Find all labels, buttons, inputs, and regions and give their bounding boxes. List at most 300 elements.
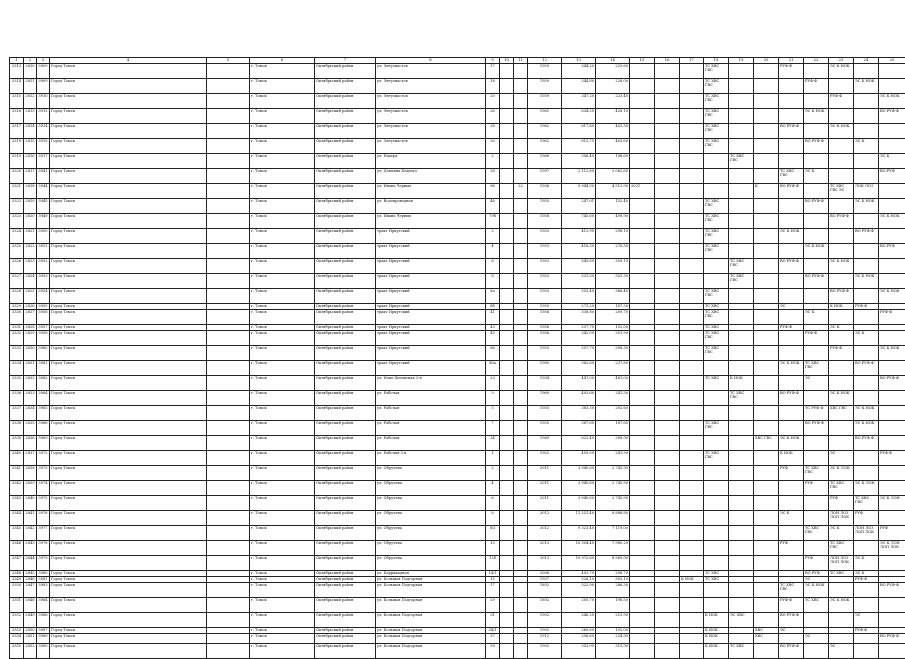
table-cell: ТС ХВС ГВС bbox=[704, 199, 729, 214]
table-cell bbox=[804, 124, 829, 139]
table-cell bbox=[879, 556, 905, 571]
table-cell: 225,60 bbox=[596, 64, 630, 79]
table-cell bbox=[630, 466, 655, 481]
table-cell bbox=[630, 274, 655, 289]
table-cell bbox=[779, 139, 804, 154]
table-cell bbox=[514, 421, 528, 436]
table-cell bbox=[500, 376, 514, 391]
table-cell bbox=[500, 109, 514, 124]
table-cell bbox=[630, 331, 655, 346]
table-cell: 2821 bbox=[24, 229, 37, 244]
table-cell: 8 bbox=[486, 511, 500, 526]
table-cell: 3945 bbox=[37, 199, 50, 214]
table-cell: 3320 bbox=[10, 169, 24, 184]
table-cell: 246,20 bbox=[562, 613, 596, 628]
table-cell: 2822 bbox=[24, 244, 37, 259]
table-cell: 256,60 bbox=[562, 634, 596, 644]
table-cell bbox=[879, 481, 905, 496]
table-row bbox=[10, 613, 905, 628]
table-row bbox=[10, 79, 905, 94]
table-cell bbox=[680, 391, 704, 406]
table-row bbox=[10, 634, 905, 644]
table-cell bbox=[514, 139, 528, 154]
table-cell: 43 bbox=[486, 325, 500, 331]
table-cell: 2839 bbox=[24, 481, 37, 496]
table-cell bbox=[804, 214, 829, 229]
table-cell bbox=[680, 481, 704, 496]
table-cell: 1953 bbox=[528, 304, 562, 310]
table-cell: 1962 bbox=[528, 139, 562, 154]
table-cell: г. Томск bbox=[250, 511, 315, 526]
table-cell bbox=[779, 481, 804, 496]
table-cell: 8б bbox=[486, 304, 500, 310]
table-cell bbox=[879, 421, 905, 436]
table-cell bbox=[207, 511, 250, 526]
table-cell: ТС ХВС bbox=[704, 577, 729, 583]
table-cell: ТС ХВС ГВС bbox=[704, 109, 729, 124]
table-cell: 3941 bbox=[37, 169, 50, 184]
table-cell: 2 bbox=[486, 154, 500, 169]
table-cell: 4 512,90 bbox=[596, 184, 630, 199]
table-cell bbox=[630, 391, 655, 406]
table-cell: 344,80 bbox=[562, 79, 596, 94]
table-cell: Октябрьский район bbox=[315, 634, 376, 644]
table-cell: 205,70 bbox=[562, 598, 596, 613]
table-cell: ул. Энтузиастов bbox=[376, 124, 486, 139]
table-cell: Октябрьский район bbox=[315, 628, 376, 634]
table-cell: 3344 bbox=[10, 511, 24, 526]
table-cell: 3958 bbox=[37, 331, 50, 346]
table-row bbox=[10, 184, 905, 199]
table-cell: 2846 bbox=[24, 577, 37, 583]
table-cell bbox=[729, 244, 754, 259]
table-cell bbox=[655, 94, 680, 109]
table-cell: 3335 bbox=[10, 376, 24, 391]
table-cell bbox=[655, 644, 680, 659]
table-cell: Город Томск bbox=[50, 229, 207, 244]
table-cell bbox=[680, 436, 704, 451]
table-cell bbox=[630, 541, 655, 556]
table-cell bbox=[829, 169, 854, 184]
table-cell: 461,00 bbox=[596, 376, 630, 391]
table-cell: РУФ-Ф bbox=[854, 628, 879, 634]
table-cell: РУФ-Ф bbox=[779, 598, 804, 613]
table-cell: 3978 bbox=[37, 541, 50, 556]
table-cell bbox=[630, 421, 655, 436]
table-cell bbox=[500, 229, 514, 244]
table-cell: 387,60 bbox=[562, 421, 596, 436]
table-cell bbox=[680, 94, 704, 109]
table-cell bbox=[655, 421, 680, 436]
table-cell bbox=[514, 109, 528, 124]
table-cell: ЭС bbox=[804, 634, 829, 644]
table-cell: ЭС bbox=[854, 613, 879, 628]
table-cell bbox=[879, 598, 905, 613]
table-row bbox=[10, 644, 905, 659]
table-cell: ЭС К bbox=[854, 331, 879, 346]
table-cell bbox=[655, 613, 680, 628]
table-cell bbox=[804, 94, 829, 109]
table-cell: 2838 bbox=[24, 466, 37, 481]
table-cell: ТС ХВС bbox=[829, 571, 854, 577]
table-cell: Октябрьский район bbox=[315, 583, 376, 598]
table-cell bbox=[729, 583, 754, 598]
table-cell: 3977 bbox=[37, 526, 50, 541]
table-row bbox=[10, 289, 905, 304]
table-cell: 3990 bbox=[37, 644, 50, 659]
table-cell: К НОК bbox=[704, 613, 729, 628]
table-cell: 296,70 bbox=[596, 571, 630, 577]
table-cell: Октябрьский район bbox=[315, 139, 376, 154]
table-cell bbox=[754, 361, 779, 376]
table-cell: 3973 bbox=[37, 466, 50, 481]
table-cell bbox=[514, 64, 528, 79]
table-cell bbox=[655, 451, 680, 466]
table-cell bbox=[655, 496, 680, 511]
table-cell: Город Томск bbox=[50, 451, 207, 466]
table-cell bbox=[829, 634, 854, 644]
table-cell bbox=[630, 289, 655, 304]
table-cell: 3953 bbox=[37, 274, 50, 289]
table-cell: тракт Иркутский bbox=[376, 244, 486, 259]
table-cell: ул. Рабочая bbox=[376, 421, 486, 436]
table-cell bbox=[630, 644, 655, 659]
table-cell: 2819 bbox=[24, 199, 37, 214]
table-cell: 745,60 bbox=[562, 214, 596, 229]
table-cell bbox=[680, 229, 704, 244]
table-cell: Город Томск bbox=[50, 466, 207, 481]
table-cell bbox=[779, 331, 804, 346]
table-cell bbox=[514, 79, 528, 94]
table-cell bbox=[655, 556, 680, 571]
table-cell: РУФ bbox=[879, 526, 905, 541]
table-cell: 526,10 bbox=[562, 577, 596, 583]
table-cell bbox=[500, 139, 514, 154]
table-cell: ВО РУФ-Ф bbox=[879, 109, 905, 124]
table-cell: 3355 bbox=[10, 644, 24, 659]
table-cell bbox=[704, 259, 729, 274]
table-cell: 3343 bbox=[10, 496, 24, 511]
table-cell: ТС ХВС ГВС bbox=[829, 481, 854, 496]
table-cell: ЭС bbox=[779, 628, 804, 634]
table-cell bbox=[680, 451, 704, 466]
table-cell: 198,50 bbox=[596, 598, 630, 613]
table-cell: 24 bbox=[486, 436, 500, 451]
table-cell: ТС ХВС ГВС bbox=[804, 466, 829, 481]
table-cell: 237,70 bbox=[562, 325, 596, 331]
table-row bbox=[10, 346, 905, 361]
table-row bbox=[10, 154, 905, 169]
table-cell: 4 bbox=[486, 244, 500, 259]
table-cell: г. Томск bbox=[250, 274, 315, 289]
table-cell: г. Томск bbox=[250, 481, 315, 496]
table-cell bbox=[630, 154, 655, 169]
table-cell bbox=[514, 481, 528, 496]
table-cell: тракт Иркутский bbox=[376, 325, 486, 331]
table-cell bbox=[829, 421, 854, 436]
table-cell bbox=[879, 124, 905, 139]
table-cell: 22 bbox=[514, 184, 528, 199]
table-row bbox=[10, 466, 905, 481]
table-cell bbox=[655, 406, 680, 421]
table-cell bbox=[207, 481, 250, 496]
table-cell: 322,90 bbox=[562, 583, 596, 598]
column-number: 16 bbox=[655, 58, 680, 64]
table-cell bbox=[779, 526, 804, 541]
table-cell: Город Томск bbox=[50, 310, 207, 325]
table-cell: 2847 bbox=[24, 583, 37, 598]
table-cell bbox=[704, 541, 729, 556]
table-cell bbox=[729, 556, 754, 571]
table-cell: ВО РУФ-Ф bbox=[779, 391, 804, 406]
table-cell: 298,10 bbox=[596, 229, 630, 244]
table-cell bbox=[655, 310, 680, 325]
table-cell: Город Томск bbox=[50, 289, 207, 304]
table-cell: 347,20 bbox=[562, 94, 596, 109]
table-cell bbox=[804, 496, 829, 511]
table-cell: 3336 bbox=[10, 391, 24, 406]
table-cell: Город Томск bbox=[50, 613, 207, 628]
table-cell: 3318 bbox=[10, 139, 24, 154]
table-cell bbox=[804, 436, 829, 451]
table-cell bbox=[879, 139, 905, 154]
table-cell: ТС ХВС ГВС bbox=[729, 391, 754, 406]
table-cell bbox=[829, 583, 854, 598]
table-cell bbox=[704, 436, 729, 451]
table-cell bbox=[207, 376, 250, 391]
table-cell: 3339 bbox=[10, 436, 24, 451]
table-cell: 88а bbox=[486, 361, 500, 376]
table-cell: 2848 bbox=[24, 598, 37, 613]
table-cell: Город Томск bbox=[50, 436, 207, 451]
table-cell bbox=[704, 481, 729, 496]
table-cell: ТС ХВС ГВС bbox=[729, 274, 754, 289]
table-cell: ТС ХВС ГВС bbox=[704, 244, 729, 259]
table-cell: ул. Большая Подгорная bbox=[376, 628, 486, 634]
table-cell: г. Томск bbox=[250, 541, 315, 556]
table-cell bbox=[680, 289, 704, 304]
table-cell bbox=[754, 214, 779, 229]
table-cell bbox=[500, 184, 514, 199]
table-cell bbox=[729, 436, 754, 451]
table-cell: Город Томск bbox=[50, 79, 207, 94]
column-number: 10 bbox=[500, 58, 514, 64]
table-cell: 3989 bbox=[37, 634, 50, 644]
table-cell bbox=[207, 154, 250, 169]
table-cell bbox=[879, 274, 905, 289]
table-cell: 1953 bbox=[528, 274, 562, 289]
table-cell: г. Томск bbox=[250, 644, 315, 659]
table-cell: 2852 bbox=[24, 644, 37, 659]
table-cell: 383,30 bbox=[562, 406, 596, 421]
table-cell bbox=[500, 634, 514, 644]
table-cell: 3328 bbox=[10, 289, 24, 304]
table-cell bbox=[779, 289, 804, 304]
table-cell bbox=[630, 229, 655, 244]
table-cell: г. Томск bbox=[250, 346, 315, 361]
table-cell: 12б bbox=[486, 556, 500, 571]
table-cell: ул. Обручева bbox=[376, 511, 486, 526]
table-cell: 447,00 bbox=[562, 376, 596, 391]
table-cell: ЭС К НОК bbox=[854, 421, 879, 436]
table-cell bbox=[729, 184, 754, 199]
table-cell bbox=[655, 124, 680, 139]
table-row bbox=[10, 64, 905, 79]
table-cell: 3324 bbox=[10, 229, 24, 244]
table-cell: ЭС К НОК bbox=[829, 124, 854, 139]
table-cell bbox=[655, 244, 680, 259]
table-cell bbox=[680, 556, 704, 571]
table-cell bbox=[879, 229, 905, 244]
table-cell bbox=[779, 406, 804, 421]
table-cell: РУФ-Ф bbox=[879, 451, 905, 466]
table-cell: Октябрьский район bbox=[315, 229, 376, 244]
table-cell bbox=[655, 361, 680, 376]
table-cell: г. Томск bbox=[250, 628, 315, 634]
table-cell bbox=[729, 466, 754, 481]
column-number: 6 bbox=[250, 58, 315, 64]
table-cell: ЭС К bbox=[854, 571, 879, 577]
table-cell: ЭС К НОК bbox=[854, 406, 879, 421]
table-cell: Город Томск bbox=[50, 325, 207, 331]
table-cell: г. Томск bbox=[250, 598, 315, 613]
table-cell: 1956 bbox=[528, 310, 562, 325]
table-cell bbox=[500, 421, 514, 436]
table-cell: ул. Большая Подгорная bbox=[376, 577, 486, 583]
table-row bbox=[10, 496, 905, 511]
table-cell: ТС ХВС ГВС bbox=[829, 541, 854, 556]
register-sheet bbox=[9, 57, 887, 659]
table-cell: Октябрьский район bbox=[315, 466, 376, 481]
table-cell: ТС ХВС bbox=[729, 644, 754, 659]
table-cell: 1962 bbox=[528, 124, 562, 139]
table-cell: 260,60 bbox=[562, 628, 596, 634]
table-cell: 2825 bbox=[24, 289, 37, 304]
table-cell: 1937 bbox=[528, 577, 562, 583]
table-cell: 3983 bbox=[37, 583, 50, 598]
table-cell: тракт Иркутский bbox=[376, 304, 486, 310]
table-cell bbox=[500, 274, 514, 289]
table-cell bbox=[779, 154, 804, 169]
table-cell bbox=[854, 583, 879, 598]
table-cell bbox=[729, 229, 754, 244]
table-cell bbox=[754, 154, 779, 169]
table-cell: ЭС К bbox=[829, 526, 854, 541]
table-cell bbox=[804, 259, 829, 274]
table-cell: РУФ bbox=[854, 511, 879, 526]
table-cell: Город Томск bbox=[50, 421, 207, 436]
table-cell: ЭС К НОК bbox=[804, 244, 829, 259]
table-cell bbox=[680, 421, 704, 436]
table-cell bbox=[729, 310, 754, 325]
table-cell: Октябрьский район bbox=[315, 556, 376, 571]
table-cell: Октябрьский район bbox=[315, 244, 376, 259]
table-cell bbox=[500, 466, 514, 481]
table-cell: 3333 bbox=[10, 346, 24, 361]
table-cell: ХВС ГВС bbox=[754, 436, 779, 451]
table-cell bbox=[729, 598, 754, 613]
table-cell bbox=[854, 634, 879, 644]
table-cell bbox=[754, 169, 779, 184]
table-cell: 11 251,40 bbox=[562, 511, 596, 526]
table-cell: Город Томск bbox=[50, 169, 207, 184]
table-cell: г. Томск bbox=[250, 289, 315, 304]
table-cell: тракт Иркутский bbox=[376, 361, 486, 376]
table-cell: ЭС bbox=[804, 577, 829, 583]
table-row bbox=[10, 541, 905, 556]
table-cell: 455,00 bbox=[562, 451, 596, 466]
table-cell: ул. Обручева bbox=[376, 496, 486, 511]
table-cell: 4 bbox=[486, 481, 500, 496]
table-cell bbox=[754, 124, 779, 139]
table-cell: Октябрьский район bbox=[315, 184, 376, 199]
table-cell: Город Томск bbox=[50, 346, 207, 361]
table-cell: 3954 bbox=[37, 289, 50, 304]
table-cell: ТС ХВС ГВС bbox=[804, 361, 829, 376]
table-cell: Город Томск bbox=[50, 154, 207, 169]
table-cell: 382,60 bbox=[562, 361, 596, 376]
table-cell: тракт Иркутский bbox=[376, 274, 486, 289]
table-cell bbox=[514, 94, 528, 109]
table-cell: ЭС К bbox=[779, 511, 804, 526]
table-cell: 2836 bbox=[24, 436, 37, 451]
table-cell: ТС ХВС ГВС bbox=[779, 583, 804, 598]
table-cell: 366,40 bbox=[596, 289, 630, 304]
table-cell bbox=[879, 259, 905, 274]
table-cell bbox=[879, 79, 905, 94]
table-cell: 634,20 bbox=[562, 109, 596, 124]
table-cell: 8/1 bbox=[486, 526, 500, 541]
table-cell bbox=[829, 229, 854, 244]
table-cell: Город Томск bbox=[50, 331, 207, 346]
table-row bbox=[10, 169, 905, 184]
table-cell: 1952 bbox=[528, 451, 562, 466]
table-cell: Октябрьский район bbox=[315, 391, 376, 406]
table-cell: Октябрьский район bbox=[315, 259, 376, 274]
table-cell bbox=[829, 244, 854, 259]
table-cell bbox=[630, 199, 655, 214]
table-cell: 306,40 bbox=[562, 154, 596, 169]
table-cell: 3976 bbox=[37, 511, 50, 526]
table-cell bbox=[514, 634, 528, 644]
table-cell bbox=[854, 94, 879, 109]
table-cell bbox=[804, 346, 829, 361]
table-cell: ВО РУФ-Ф bbox=[804, 421, 829, 436]
table-cell: г. Томск bbox=[250, 94, 315, 109]
table-cell: 3957 bbox=[37, 325, 50, 331]
table-cell bbox=[754, 421, 779, 436]
table-cell: 3330 bbox=[10, 310, 24, 325]
column-number: 4 bbox=[50, 58, 207, 64]
table-row bbox=[10, 556, 905, 571]
table-cell: Город Томск bbox=[50, 304, 207, 310]
table-cell: г. Томск bbox=[250, 583, 315, 598]
table-cell: К bbox=[754, 184, 779, 199]
table-cell bbox=[630, 613, 655, 628]
table-cell: ул. Ново-Деповская 2-я bbox=[376, 376, 486, 391]
table-cell: ул. Энтузиастов bbox=[376, 64, 486, 79]
table-cell: Город Томск bbox=[50, 481, 207, 496]
table-cell: 3353 bbox=[10, 628, 24, 634]
table-cell bbox=[500, 451, 514, 466]
table-cell bbox=[630, 511, 655, 526]
table-cell: Октябрьский район bbox=[315, 289, 376, 304]
table-cell: 2850 bbox=[24, 628, 37, 634]
table-cell bbox=[630, 94, 655, 109]
table-cell bbox=[729, 109, 754, 124]
table-cell: ЭС К НОК bbox=[804, 109, 829, 124]
table-cell: К НОК bbox=[779, 451, 804, 466]
